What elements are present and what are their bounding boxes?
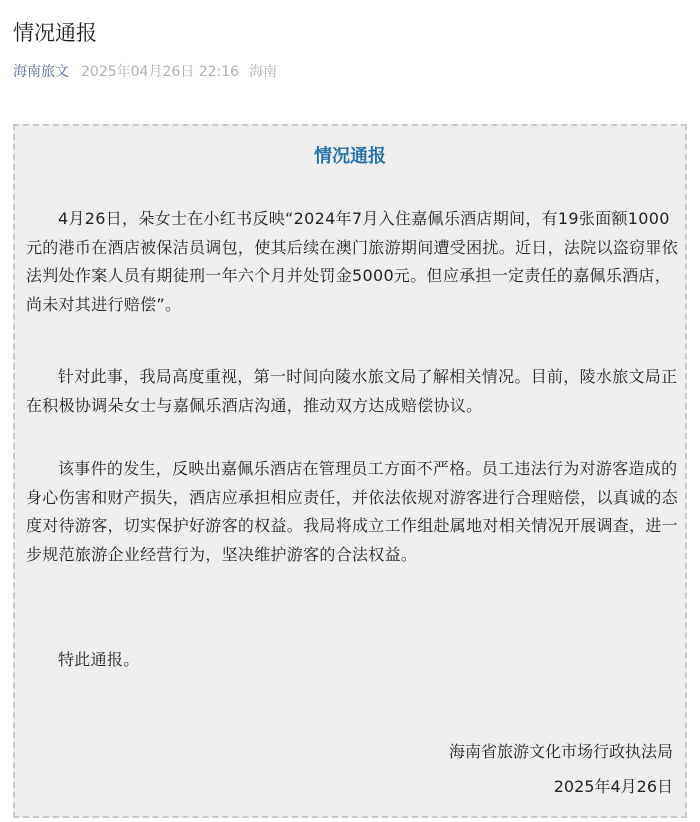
notice-paragraph-4: 特此通报。 — [58, 650, 140, 669]
notice-heading: 情况通报 — [314, 146, 386, 167]
signature-organization: 海南省旅游文化市场行政执法局 — [448, 742, 673, 761]
signature-date: 2025年4月26日 — [553, 777, 673, 796]
notice-paragraph-2: 针对此事，我局高度重视，第一时间向陵水旅文局了解相关情况。目前，陵水旅文局正在积极协调朵女士与嘉佩乐酒店沟通，推动双方达成赔偿协议。 — [26, 367, 678, 415]
publish-location: 海南 — [249, 64, 278, 80]
publish-time: 2025年04月26日 22:16 — [81, 64, 240, 80]
page-title: 情况通报 — [13, 21, 97, 45]
notice-paragraph-3: 该事件的发生，反映出嘉佩乐酒店在管理员工方面不严格。员工违法行为对游客造成的身心伤害和财产损失，酒店应承担相应责任，并依法依规对游客进行合理赔偿，以真诚的态度对待游客，切实保护好游客的权益。我局将成立工作组赴属地对相关情况开展调查，进一步规范旅游企业经营行为，坚决维护游客的合法权益。 — [26, 459, 679, 564]
notice-paragraph-1: 4月26日，朵女士在小红书反映“2024年7月入住嘉佩乐酒店期间，有19张面额1000元的港币在酒店被保洁员调包，使其后续在澳门旅游期间遭受困扰。近日，法院以盗窃罪依法判处作案人员有期徒刑一年六个月并处罚金5000元。但应承担一定责任的嘉佩乐酒店，尚未对其进行赔偿”。 — [26, 209, 679, 314]
notice-box — [13, 124, 687, 818]
article-meta — [13, 62, 277, 82]
account-name-link[interactable]: 海南旅文 — [13, 64, 69, 80]
